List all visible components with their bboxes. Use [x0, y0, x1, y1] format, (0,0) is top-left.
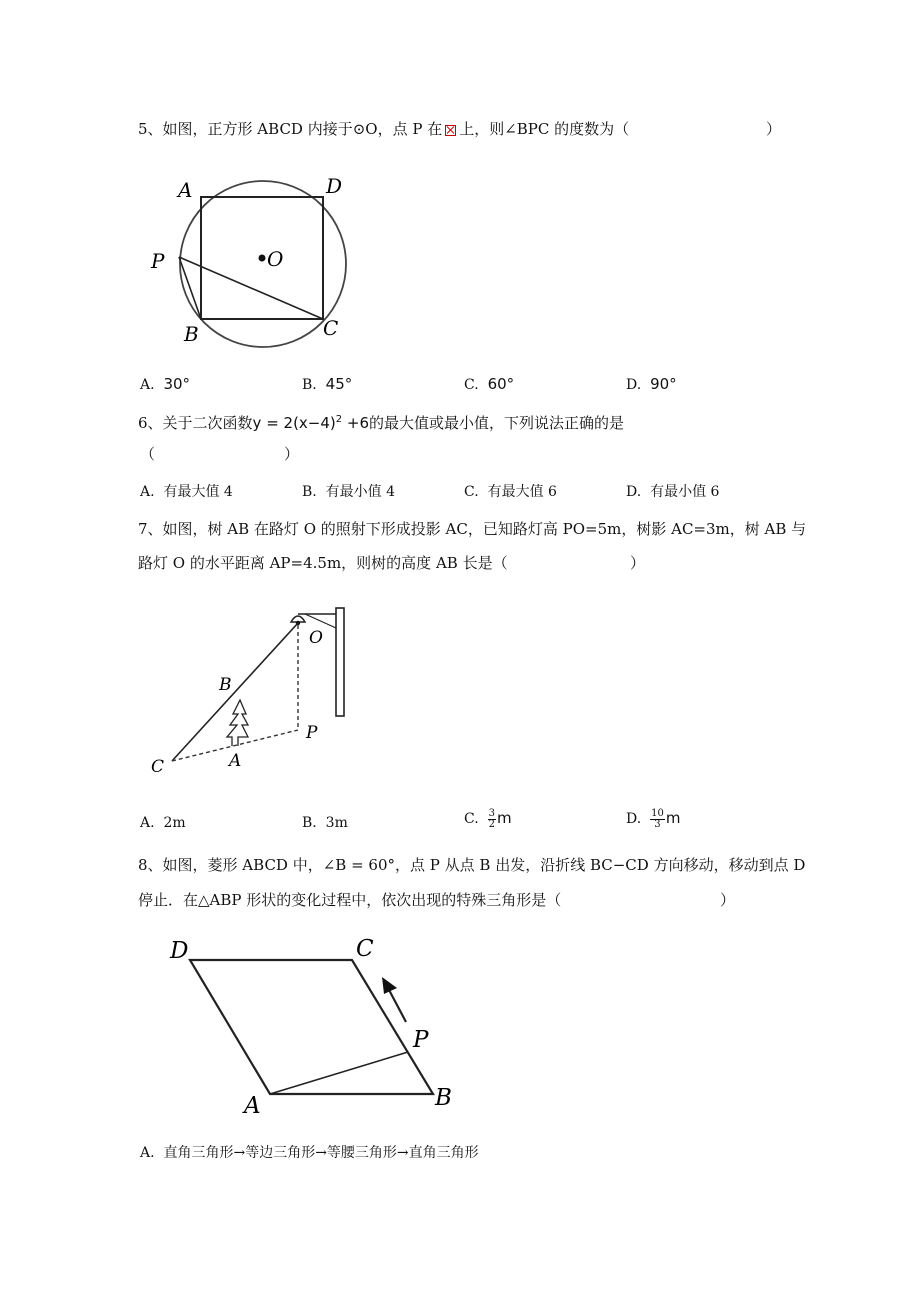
q8-option-a[interactable]: A. 直角三角形→等边三角形→等腰三角形→直角三角形	[140, 1145, 479, 1161]
arrow-shaft	[388, 988, 406, 1022]
q5-paren-close: ）	[766, 120, 782, 138]
label-o: O	[267, 247, 284, 271]
label-p: P	[151, 249, 165, 273]
label-p: P	[306, 723, 318, 743]
q5-option-a[interactable]: A. 30°	[140, 375, 191, 393]
q6-formula: $y = 2(x-4)^2 +6$	[252, 414, 370, 432]
label-b: B	[219, 675, 232, 695]
q6-option-d[interactable]: D. 有最小值 6	[626, 484, 720, 500]
label-d: D	[326, 174, 343, 198]
fraction: $\frac{10}{3}$	[651, 807, 664, 830]
segment-pb	[179, 257, 201, 319]
light-ray	[172, 623, 298, 761]
segment-ap	[270, 1052, 408, 1094]
lamp-pole	[336, 608, 344, 716]
circle-o	[180, 181, 346, 347]
label-c: C	[323, 316, 339, 340]
rhombus-abcd	[190, 960, 433, 1094]
q7-option-a[interactable]: A. 2m	[140, 815, 186, 831]
label-c: C	[151, 757, 165, 777]
arrow-up-icon	[382, 977, 397, 994]
q7-option-c[interactable]: C. $\frac{3}{2}$ m	[464, 807, 512, 830]
q7-option-b[interactable]: B. 3m	[302, 815, 348, 831]
fraction: $\frac{3}{2}$	[488, 807, 495, 830]
q6-paren-close: ）	[284, 445, 300, 463]
q6-option-c[interactable]: C. 有最大值 6	[464, 484, 557, 500]
label-c: C	[356, 936, 374, 962]
q8-stem-line2: 停止．在△ABP 形状的变化过程中，依次出现的特殊三角形是（	[138, 891, 562, 909]
lamp-brace	[305, 614, 336, 628]
q7-option-d[interactable]: D. $\frac{10}{3}$ m	[626, 807, 681, 830]
q7-paren-close: ）	[630, 554, 646, 572]
center-dot	[259, 255, 266, 262]
label-b: B	[184, 322, 199, 346]
q5-option-b[interactable]: B. 45°	[302, 375, 353, 393]
q6-paren-open: （	[140, 445, 156, 463]
q8-paren-close: ）	[720, 891, 736, 909]
label-d: D	[170, 938, 189, 964]
q7-stem-line2: 路灯 O 的水平距离 AP=4.5m，则树的高度 AB 长是（	[138, 554, 508, 572]
label-p: P	[413, 1027, 429, 1053]
q5-option-c[interactable]: C. 60°	[464, 375, 515, 393]
label-b: B	[435, 1085, 452, 1111]
q5-figure	[140, 165, 370, 350]
q7-figure	[145, 600, 365, 780]
q6-option-b[interactable]: B. 有最小值 4	[302, 484, 396, 500]
label-o: O	[309, 628, 323, 648]
broken-image-icon	[445, 125, 456, 136]
q7-stem-line1: 7、如图，树 AB 在路灯 O 的照射下形成投影 AC，已知路灯高 PO=5m，树影 AC=3m，树 AB 与	[138, 520, 807, 538]
label-a: A	[244, 1093, 261, 1119]
q6-option-a[interactable]: A. 有最大值 4	[140, 484, 233, 500]
q5-stem: 5、如图，正方形 ABCD 内接于⊙O，点 P 在 上，则∠BPC 的度数为（	[138, 120, 630, 138]
q5-option-d[interactable]: D. 90°	[626, 375, 677, 393]
q6-stem: 6、关于二次函数$y = 2(x-4)^2 +6$的最大值或最小值，下列说法正确的是	[138, 414, 625, 432]
label-a: A	[229, 751, 242, 771]
q8-figure	[160, 930, 470, 1120]
tree-icon	[227, 700, 248, 746]
label-a: A	[178, 178, 193, 202]
q8-stem-line1: 8、如图，菱形 ABCD 中，∠B = 60°，点 P 从点 B 出发，沿折线 BC−CD 方向移动，移动到点 D	[138, 856, 806, 874]
